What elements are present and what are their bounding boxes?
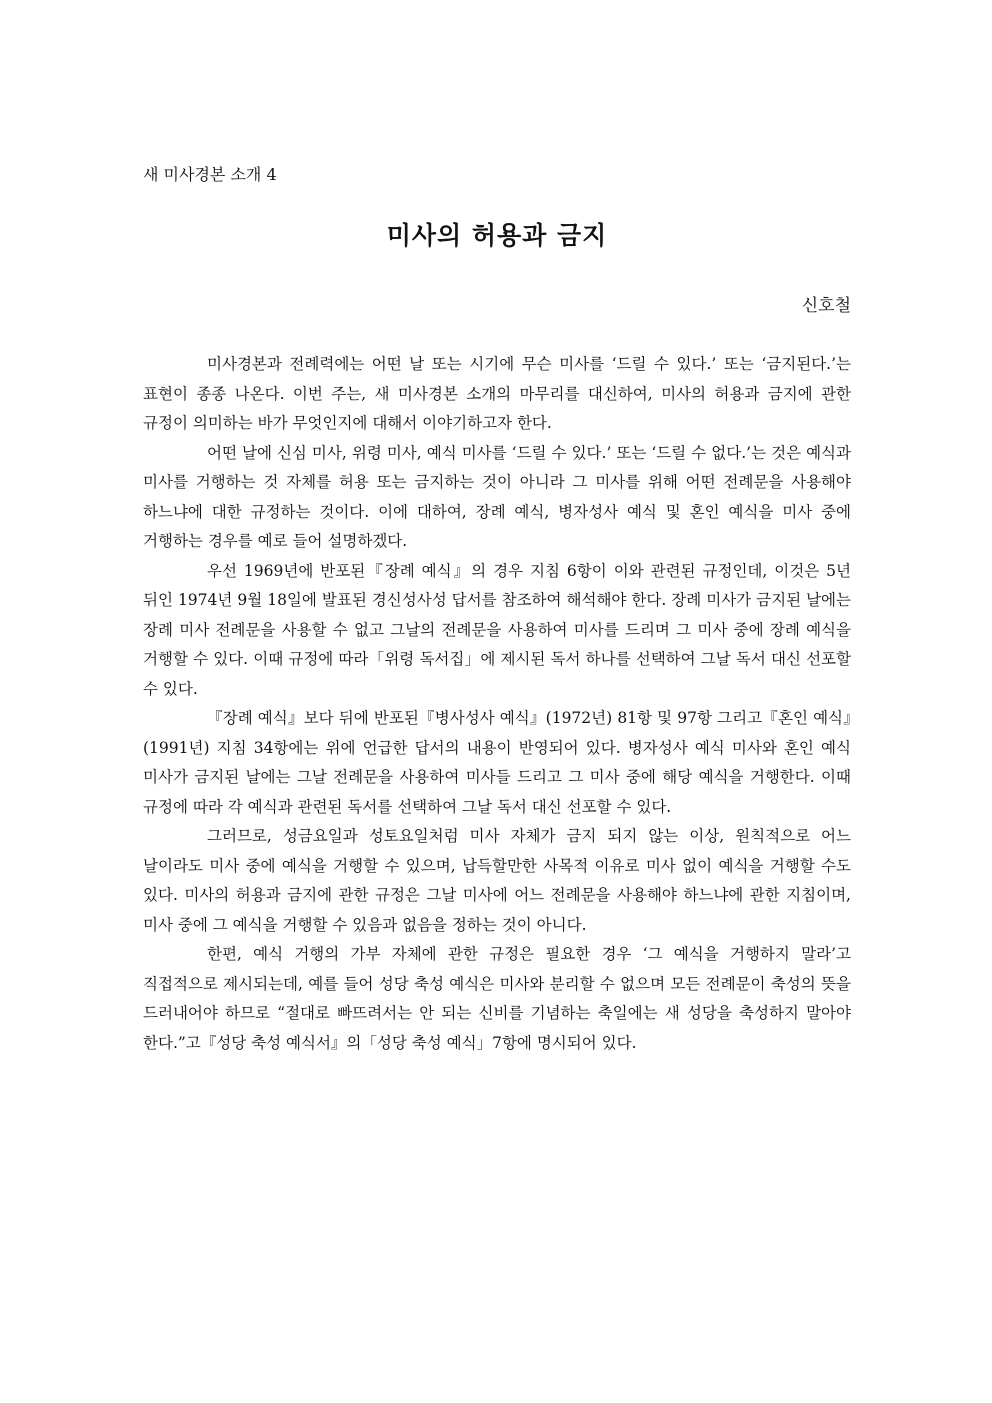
paragraph: 우선 1969년에 반포된『장례 예식』의 경우 지침 6항이 이와 관련된 규정인데, 이것은 5년 뒤인 1974년 9월 18일에 발표된 경신성사성 답서를 참조하여 해석해야 한다. 장례 미사가 금지된 날에는 장례 미사 전례문을 사용할 수 없고 그날의 전례문을 사용하여 미사를 드리며 그 미사 중에 장례 예식을 거행할 수 있다. 이때 규정에 따라「위령 독서집」에 제시된 독서 하나를 선택하여 그날 독서 대신 선포할 수 있다.: [143, 561, 851, 698]
paragraph: 한편, 예식 거행의 가부 자체에 관한 규정은 필요한 경우 ‘그 예식을 거행하지 말라’고 직접적으로 제시되는데, 예를 들어 성당 축성 예식은 미사와 분리할 수 없으며 모든 전례문이 축성의 뜻을 드러내어야 하므로 “절대로 빠뜨려서는 안 되는 신비를 기념하는 축일에는 새 성당을 축성하지 말아야 한다.”고『성당 축성 예식서』의「성당 축성 예식」7항에 명시되어 있다.: [143, 945, 851, 1052]
paragraph: 미사경본과 전례력에는 어떤 날 또는 시기에 무슨 미사를 ‘드릴 수 있다.’ 또는 ‘금지된다.’는 표현이 종종 나온다. 이번 주는, 새 미사경본 소개의 마무리를 대신하여, 미사의 허용과 금지에 관한 규정이 의미하는 바가 무엇인지에 대해서 이야기하고자 한다.: [143, 355, 851, 432]
page-title: 미사의 허용과 금지: [386, 221, 608, 250]
paragraph: 어떤 날에 신심 미사, 위령 미사, 예식 미사를 ‘드릴 수 있다.’ 또는 ‘드릴 수 없다.’는 것은 예식과 미사를 거행하는 것 자체를 허용 또는 금지하는 것이 아니라 그 미사를 위해 어떤 전례문을 사용해야 하느냐에 대한 규정하는 것이다. 이에 대하여, 장례 예식, 병자성사 예식 및 혼인 예식을 미사 중에 거행하는 경우를 예로 들어 설명하겠다.: [143, 443, 851, 550]
article-body: [143, 350, 851, 1058]
series-label: 새 미사경본 소개 4: [143, 165, 277, 184]
paragraph: 『장례 예식』보다 뒤에 반포된『병사성사 예식』(1972년) 81항 및 97항 그리고『혼인 예식』(1991년) 지침 34항에는 위에 언급한 답서의 내용이 반영되어 있다. 병자성사 예식 미사와 혼인 예식 미사가 금지된 날에는 그날 전례문을 사용하여 미사들 드리고 그 미사 중에 해당 예식을 거행한다. 이때 규정에 따라 각 예식과 관련된 독서를 선택하여 그날 독서 대신 선포할 수 있다.: [143, 709, 851, 816]
author-name: 신호철: [801, 296, 851, 316]
paragraph: 그러므로, 성금요일과 성토요일처럼 미사 자체가 금지 되지 않는 이상, 원칙적으로 어느 날이라도 미사 중에 예식을 거행할 수 있으며, 납득할만한 사목적 이유로 미사 없이 예식을 거행할 수도 있다. 미사의 허용과 금지에 관한 규정은 그날 미사에 어느 전례문을 사용해야 하느냐에 관한 지침이며, 미사 중에 그 예식을 거행할 수 있음과 없음을 정하는 것이 아니다.: [143, 827, 851, 934]
document-page: [143, 0, 851, 1403]
